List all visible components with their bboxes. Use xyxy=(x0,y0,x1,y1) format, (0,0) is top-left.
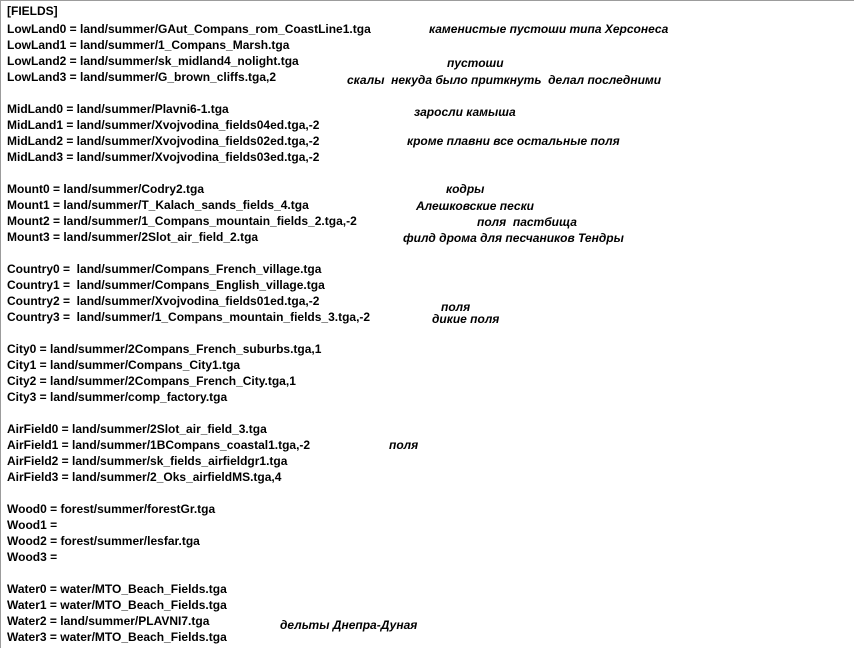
config-line-airfield2: AirField2 = land/summer/sk_fields_airfieldgr1.tga xyxy=(7,454,288,468)
config-line-wood1: Wood1 = xyxy=(7,518,58,532)
annotation-mount0: кодры xyxy=(446,182,485,196)
annotation-midland2: кроме плавни все остальные поля xyxy=(407,134,620,148)
config-line-airfield3: AirField3 = land/summer/2_Oks_airfieldMS.tga,4 xyxy=(7,470,282,484)
config-line-lowland2: LowLand2 = land/summer/sk_midland4_nolight.tga xyxy=(7,54,299,68)
config-line-wood2: Wood2 = forest/summer/lesfar.tga xyxy=(7,534,200,548)
config-line-midland1: MidLand1 = land/summer/Xvojvodina_fields04ed.tga,-2 xyxy=(7,118,320,132)
annotation-country2: поля xyxy=(441,300,471,314)
config-line-mount3: Mount3 = land/summer/2Slot_air_field_2.tga xyxy=(7,230,259,244)
config-line-lowland1: LowLand1 = land/summer/1_Compans_Marsh.tga xyxy=(7,38,290,52)
annotation-mount1: Алешковские пески xyxy=(416,199,535,213)
config-line-country3: Country3 = land/summer/1_Compans_mountain_fields_3.tga,-2 xyxy=(7,310,371,324)
annotation-mount3: филд дрома для песчаников Тендры xyxy=(403,231,624,245)
config-line-wood3: Wood3 = xyxy=(7,550,58,564)
config-line-midland0: MidLand0 = land/summer/Plavni6-1.tga xyxy=(7,102,229,116)
config-line-lowland0: LowLand0 = land/summer/GAut_Compans_rom_CoastLine1.tga xyxy=(7,22,371,36)
config-line-wood0: Wood0 = forest/summer/forestGr.tga xyxy=(7,502,216,516)
annotation-country3: дикие поля xyxy=(432,312,500,326)
config-line-country1: Country1 = land/summer/Compans_English_village.tga xyxy=(7,278,325,292)
config-line-lowland3: LowLand3 = land/summer/G_brown_cliffs.tga,2 xyxy=(7,70,277,84)
section-header: [FIELDS] xyxy=(7,4,58,18)
annotation-lowland0: каменистые пустоши типа Херсонеса xyxy=(429,22,669,36)
config-line-mount2: Mount2 = land/summer/1_Compans_mountain_fields_2.tga,-2 xyxy=(7,214,357,228)
config-line-city1: City1 = land/summer/Compans_City1.tga xyxy=(7,358,241,372)
config-line-midland2: MidLand2 = land/summer/Xvojvodina_fields02ed.tga,-2 xyxy=(7,134,320,148)
annotation-airfield1: поля xyxy=(389,438,419,452)
config-line-mount0: Mount0 = land/summer/Codry2.tga xyxy=(7,182,205,196)
config-line-water3: Water3 = water/MTO_Beach_Fields.tga xyxy=(7,630,227,644)
config-line-city3: City3 = land/summer/comp_factory.tga xyxy=(7,390,228,404)
config-line-water0: Water0 = water/MTO_Beach_Fields.tga xyxy=(7,582,227,596)
annotation-midland0: заросли камыша xyxy=(414,105,516,119)
annotation-water2: дельты Днепра-Дуная xyxy=(280,618,418,632)
config-line-mount1: Mount1 = land/summer/T_Kalach_sands_fields_4.tga xyxy=(7,198,309,212)
annotation-mount2: поля пастбища xyxy=(477,215,577,229)
config-line-midland3: MidLand3 = land/summer/Xvojvodina_fields03ed.tga,-2 xyxy=(7,150,320,164)
annotation-lowland2: пустоши xyxy=(447,56,504,70)
config-line-city2: City2 = land/summer/2Compans_French_City.tga,1 xyxy=(7,374,296,388)
config-line-water2: Water2 = land/summer/PLAVNI7.tga xyxy=(7,614,210,628)
config-line-airfield0: AirField0 = land/summer/2Slot_air_field_3.tga xyxy=(7,422,267,436)
config-line-city0: City0 = land/summer/2Compans_French_suburbs.tga,1 xyxy=(7,342,322,356)
config-line-country2: Country2 = land/summer/Xvojvodina_fields01ed.tga,-2 xyxy=(7,294,320,308)
config-line-country0: Country0 = land/summer/Compans_French_village.tga xyxy=(7,262,322,276)
config-line-airfield1: AirField1 = land/summer/1BCompans_coastal1.tga,-2 xyxy=(7,438,311,452)
config-line-water1: Water1 = water/MTO_Beach_Fields.tga xyxy=(7,598,227,612)
annotation-lowland3: скалы некуда было приткнуть делал последними xyxy=(347,73,662,87)
